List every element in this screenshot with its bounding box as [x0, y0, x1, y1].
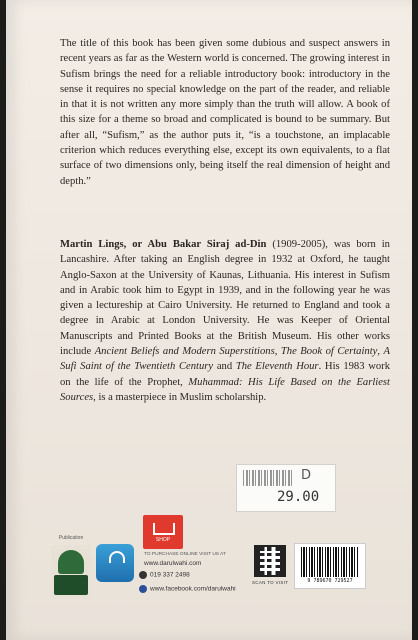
author-bio-paragraph — [60, 237, 390, 405]
qr-label: SCAN TO VISIT — [252, 580, 289, 585]
bio-text: (1909-2005), was born in Lancashire. After taking an English degree in 1932 at Oxford, he taught Anglo-Saxon at the University of Kaunas, Lithuania. His interest in Sufism and in Arabic took him to Egypt in 1939, and in the following year he was given a lectureship at Cairo University. He returned to England and took a degree in Arabic at London University. He was Keeper of Oriental Manuscripts and Printed Books at the British Museum. His other works include — [60, 239, 390, 358]
facebook-url: www.facebook.com/darulwahi — [150, 585, 236, 593]
facebook-line[interactable] — [139, 585, 236, 593]
facebook-icon — [139, 585, 147, 593]
work-title: The Eleventh Hour — [235, 361, 319, 373]
dome-shape — [58, 550, 84, 574]
price-sticker — [236, 464, 336, 512]
cart-icon — [153, 523, 175, 535]
mosque-icon — [109, 551, 125, 563]
phone-number: 019 337 2498 — [150, 571, 190, 579]
sticker-mark: D — [301, 468, 312, 483]
publisher-logo — [51, 535, 91, 599]
work-title: Ancient Beliefs and Modern Superstitions — [94, 346, 275, 358]
isbn-number: 9 789670 729527 — [307, 578, 353, 584]
shop-badge — [143, 515, 183, 549]
bio-text: , is a masterpiece in Muslim scholarship. — [93, 391, 267, 403]
logo-base — [54, 575, 88, 595]
author-name: Martin Lings, or Abu Bakar Siraj ad-Din — [60, 239, 267, 250]
mosque-logo — [96, 544, 134, 582]
publisher-caption: Publication — [58, 535, 84, 541]
contact-tagline: TO PURCHASE ONLINE VISIT US AT — [144, 552, 226, 557]
blurb-paragraph: The title of this book has been given some dubious and suspect answers in recent years as far as the Western world is concerned. The growing interest in Sufism brings the need for a reliable introductory book: introductory in the sense it requires no special knowledge on the part of the reader, and reliable in that it is not written any more simply than the truth will allow. A book of this size for a theme so broad and complicated is bound to be summary. But after all, “Sufism,” as the author puts it, “is a touchstone, an implacable criterion which reduces everything else, except its own equivalents, to a flat surface of two dimensions only, being itself the real dimension of height and depth.” — [60, 38, 390, 187]
bio-separator: , — [274, 346, 281, 358]
price-label: 29.00 — [277, 489, 320, 505]
shop-label: SHOP — [155, 537, 171, 543]
work-title: A Sufi Saint of the Twentieth Century — [60, 346, 391, 373]
back-cover — [6, 0, 412, 640]
phone-icon — [139, 571, 147, 579]
isbn-barcode — [294, 543, 366, 589]
bio-separator: , — [377, 346, 384, 358]
phone-line — [139, 571, 190, 579]
bio-separator: and — [213, 361, 236, 373]
work-title: Muhammad: His Life Based on the Earliest Sources — [60, 376, 390, 403]
work-title: The Book of Certainty — [280, 346, 378, 358]
qr-code-icon[interactable] — [254, 545, 286, 577]
bio-text: . His 1983 work on the life of the Prophet, — [60, 361, 391, 388]
barcode-icon — [301, 547, 359, 577]
website-link[interactable]: www.darulwahi.com — [144, 560, 202, 567]
barcode-icon — [243, 470, 293, 486]
